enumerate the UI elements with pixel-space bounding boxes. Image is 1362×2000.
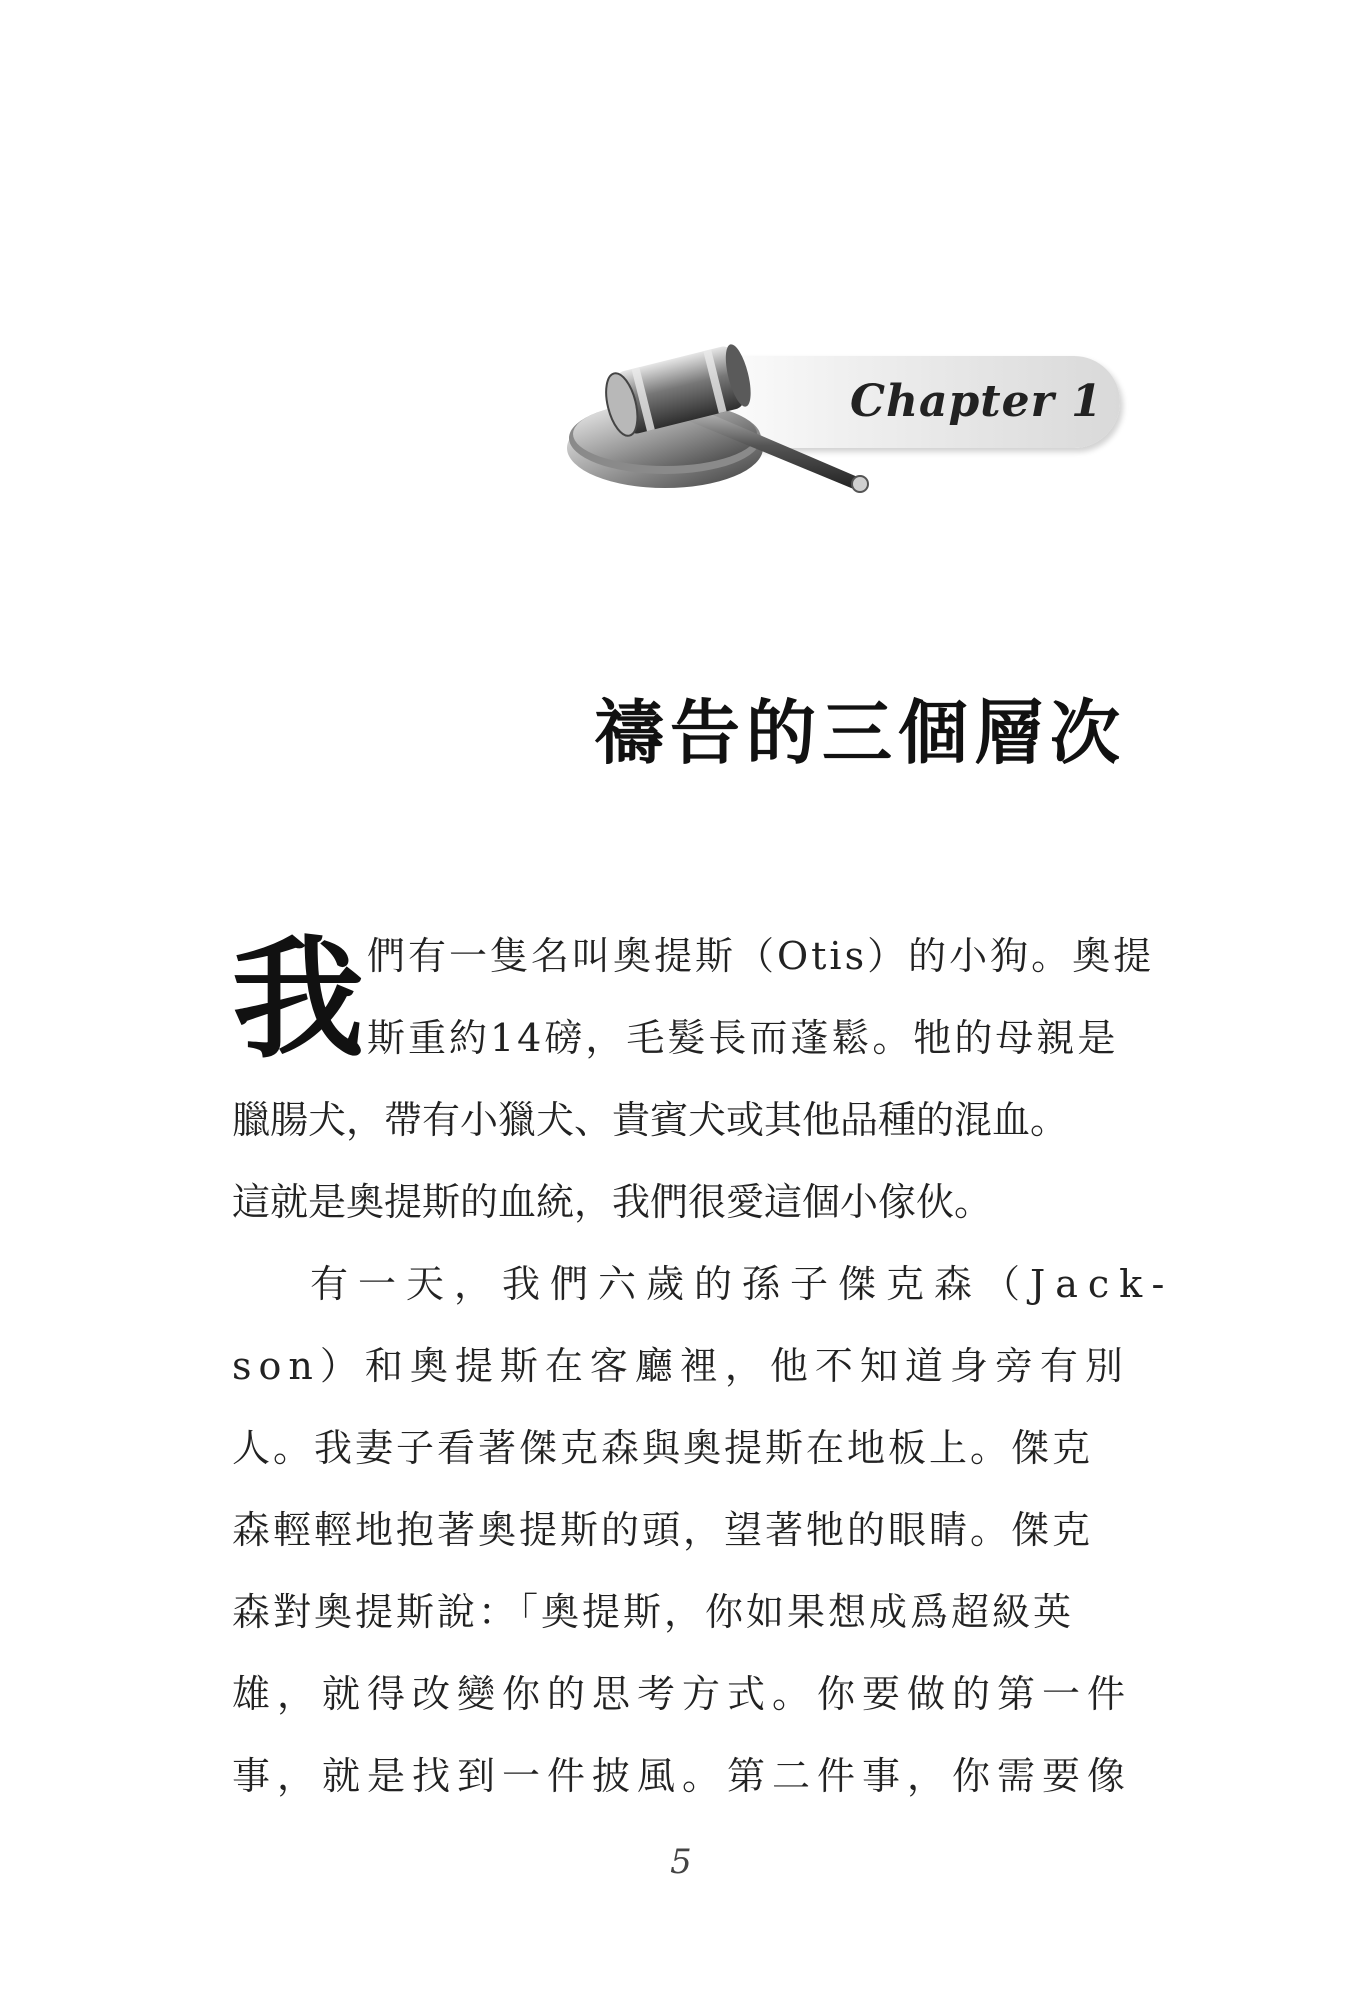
text-line: 森對奧提斯說：「奧提斯，你如果想成爲超級英 xyxy=(232,1590,1075,1634)
page-number: 5 xyxy=(670,1842,692,1882)
text-line: 這就是奧提斯的血統，我們很愛這個小傢伙。 xyxy=(232,1180,993,1224)
text-line: 森輕輕地抱著奧提斯的頭，望著牠的眼睛。傑克 xyxy=(232,1508,1094,1552)
drop-cap: 我 xyxy=(232,922,364,1077)
text-line: 雄，就得改變你的思考方式。你要做的第一件 xyxy=(232,1672,1133,1716)
gavel-icon xyxy=(560,330,890,510)
text-line: 們有一隻名叫奧提斯（Otis）的小狗。奧提 xyxy=(367,934,1155,978)
text-line: 斯重約14磅，毛髮長而蓬鬆。牠的母親是 xyxy=(367,1016,1119,1060)
body-text xyxy=(232,915,1175,1817)
text-line: 有一天，我們六歲的孫子傑克森（Jack- xyxy=(310,1262,1175,1306)
text-line: 人。我妻子看著傑克森與奧提斯在地板上。傑克 xyxy=(232,1426,1094,1470)
text-line: 事，就是找到一件披風。第二件事，你需要像 xyxy=(232,1754,1133,1798)
text-line: son）和奧提斯在客廳裡，他不知道身旁有別 xyxy=(232,1344,1130,1388)
text-line: 臘腸犬，帶有小獵犬、貴賓犬或其他品種的混血。 xyxy=(232,1098,1069,1142)
chapter-title: 禱告的三個層次 xyxy=(594,690,1126,774)
chapter-label: Chapter 1 xyxy=(850,376,1103,427)
chapter-banner xyxy=(560,330,1160,510)
